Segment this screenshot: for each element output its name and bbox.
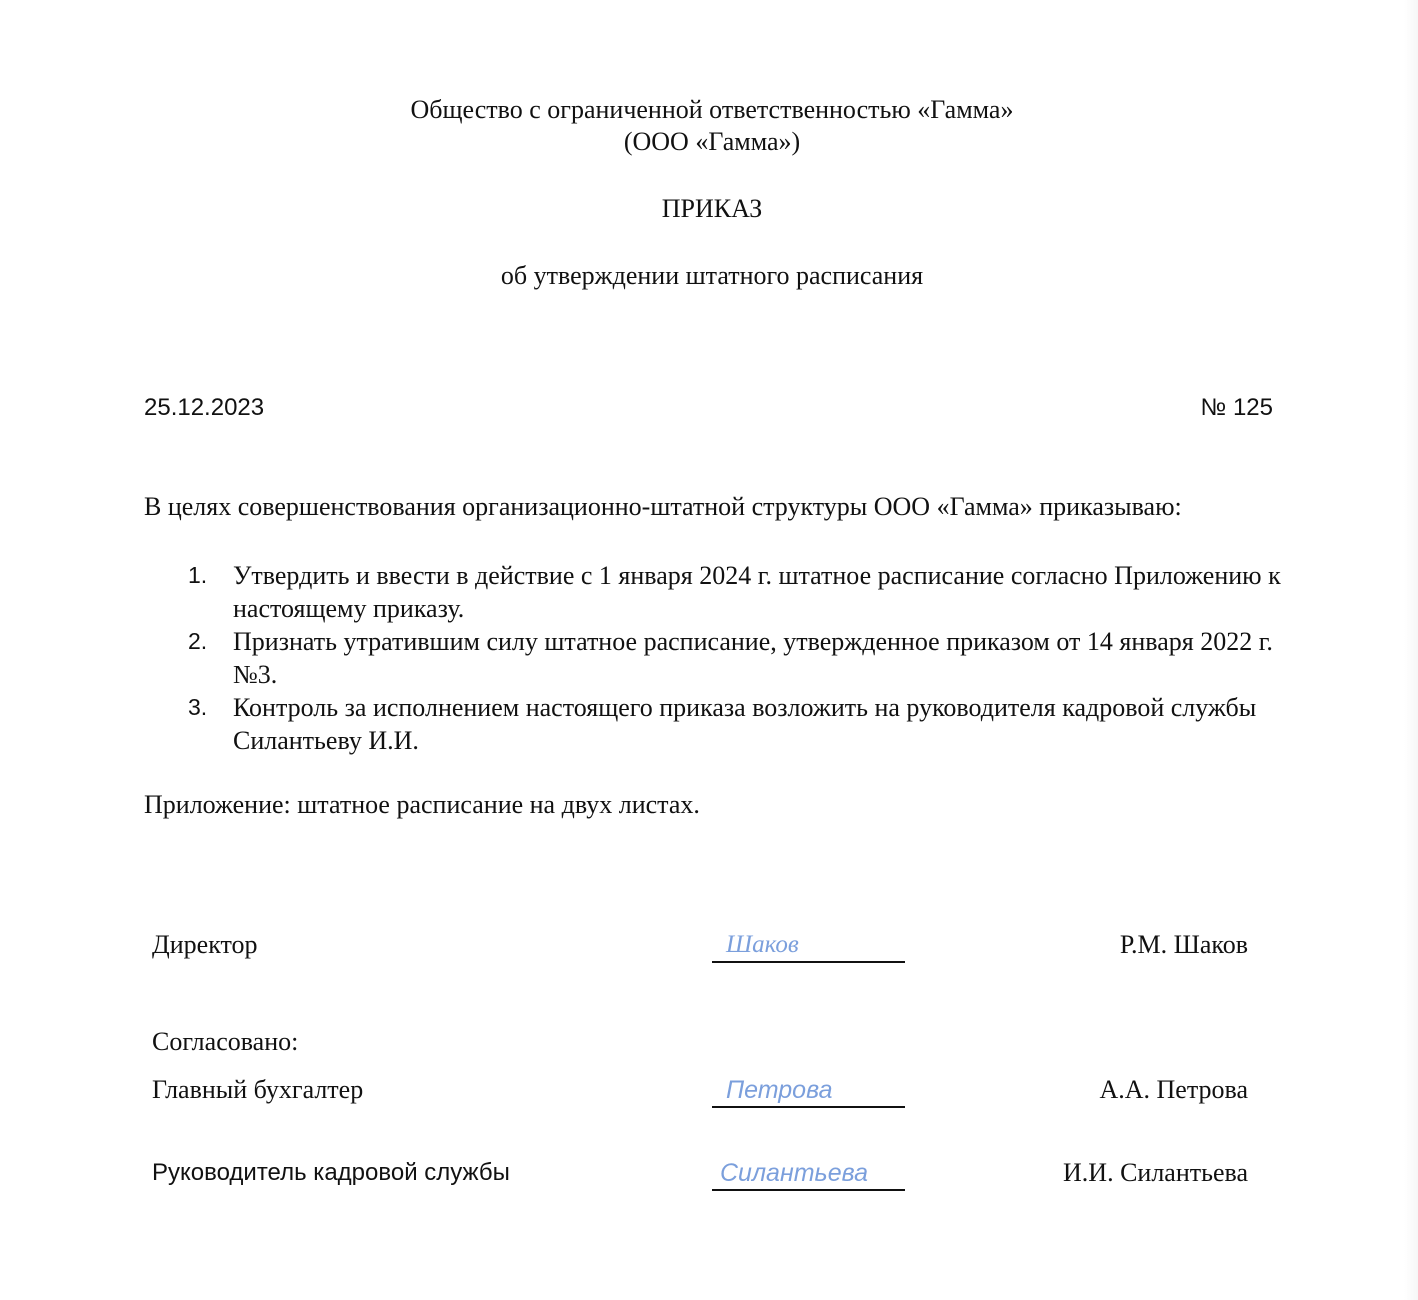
order-item-number: 2. [188, 628, 208, 654]
signature-line [712, 1155, 905, 1191]
document-type: ПРИКАЗ [661, 194, 763, 223]
signatory-name: А.А. Петрова [1099, 1075, 1248, 1104]
signature-line [712, 927, 905, 963]
organization-name [0, 94, 1418, 158]
order-items-list [144, 559, 1284, 757]
agreed-label: Согласовано: [152, 1027, 299, 1056]
signature-row-director [152, 930, 1248, 970]
signature-line [712, 1072, 905, 1108]
order-item-number: 3. [188, 694, 208, 720]
order-item-text: Признать утратившим силу штатное расписание, утвержденное приказом от 14 января 2022 г. №3. [233, 627, 1273, 689]
attachment-note: Приложение: штатное расписание на двух листах. [144, 790, 700, 819]
signatory-name: И.И. Силантьева [1063, 1158, 1248, 1187]
document-date: 25.12.2023 [144, 394, 265, 421]
order-item-text: Утвердить и ввести в действие с 1 января 2024 г. штатное расписание согласно Приложению к настоящему приказу. [233, 561, 1281, 623]
order-item [144, 625, 1284, 691]
order-item-text: Контроль за исполнением настоящего приказа возложить на руководителя кадровой службы Силантьеву И.И. [233, 693, 1257, 755]
signature-position: Директор [152, 930, 258, 959]
preamble: В целях совершенствования организационно-штатной структуры ООО «Гамма» приказываю: [144, 492, 1182, 521]
signature-row-hr-head [152, 1158, 1248, 1198]
order-item [144, 691, 1284, 757]
signatory-name: Р.М. Шаков [1119, 930, 1248, 959]
signature-position: Главный бухгалтер [152, 1075, 364, 1104]
handwritten-signature: Силантьева [720, 1159, 868, 1187]
signature-position: Руководитель кадровой службы [152, 1159, 510, 1186]
order-item [144, 559, 1284, 625]
signature-row-accountant [152, 1075, 1248, 1115]
org-short-name: (ООО «Гамма») [623, 127, 801, 156]
handwritten-signature: Петрова [726, 1076, 833, 1104]
org-full-name: Общество с ограниченной ответственностью «Гамма» [410, 95, 1014, 124]
handwritten-signature: Шаков [726, 931, 799, 958]
document-number: № 125 [1200, 394, 1273, 421]
document-subject: об утверждении штатного расписания [500, 261, 924, 290]
order-item-number: 1. [188, 562, 208, 588]
